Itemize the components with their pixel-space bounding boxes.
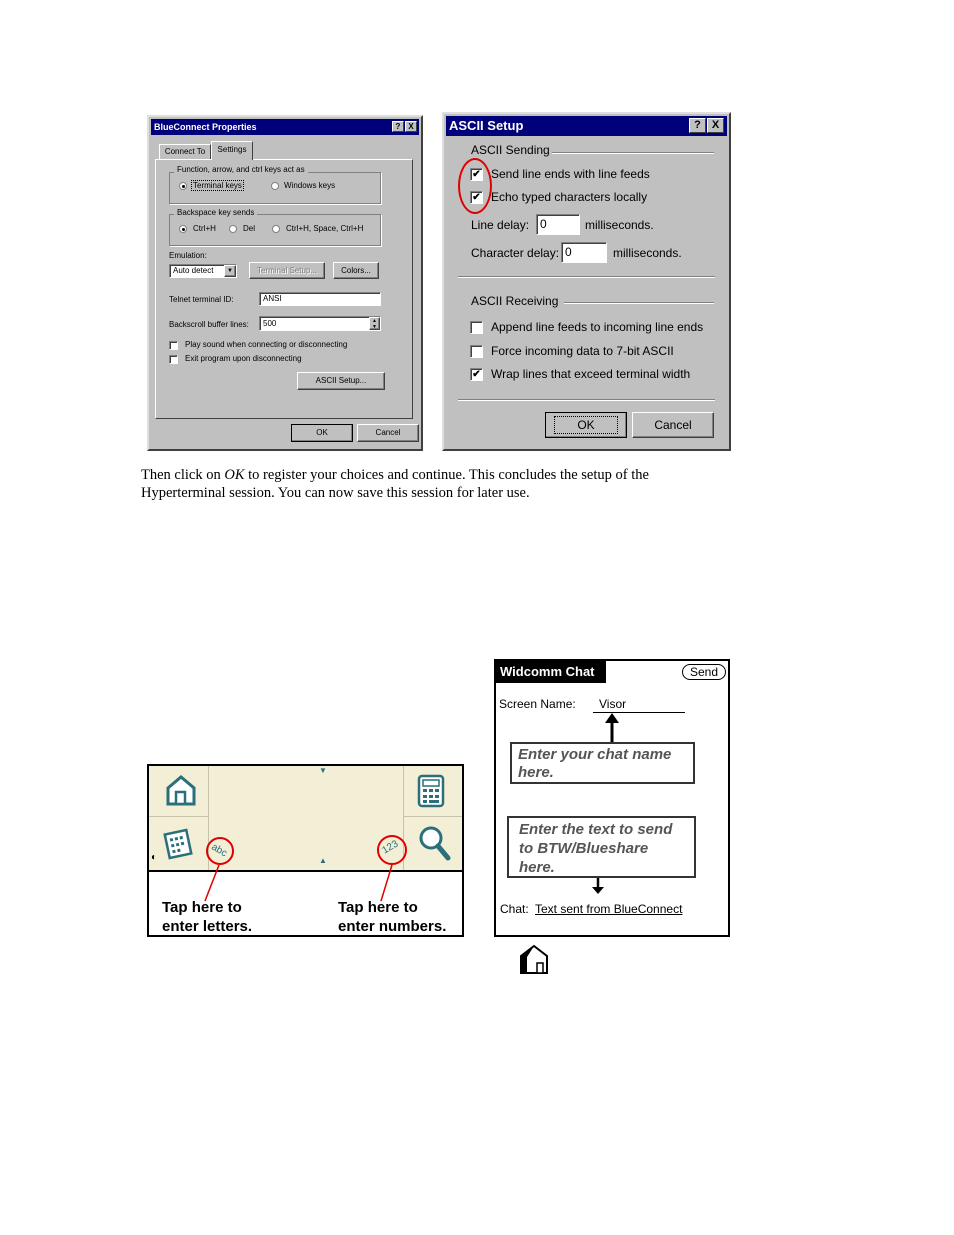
graffiti-area-figure bbox=[147, 764, 464, 937]
ok-button[interactable] bbox=[545, 412, 627, 438]
body-text-prefix: Then click on bbox=[141, 467, 225, 483]
ascii-sending-label: ASCII Sending bbox=[471, 143, 550, 157]
telnet-id-label: Telnet terminal ID: bbox=[169, 295, 234, 304]
tap-letters-line2: enter letters. bbox=[162, 918, 253, 935]
tab-connect-to[interactable]: Connect To bbox=[159, 144, 211, 159]
tab-settings[interactable]: Settings bbox=[211, 141, 253, 160]
screen-name-label: Screen Name: bbox=[499, 697, 576, 711]
exit-program-label[interactable]: Exit program upon disconnecting bbox=[185, 354, 302, 363]
char-delay-label: Character delay: bbox=[471, 246, 560, 260]
cancel-button[interactable]: Cancel bbox=[357, 424, 419, 442]
numbers-hint: 123 bbox=[380, 838, 401, 857]
bottom-divider bbox=[458, 399, 715, 401]
ok-emphasis: OK bbox=[224, 467, 245, 483]
arrow-up-icon bbox=[602, 713, 622, 743]
ok-button-label: OK bbox=[554, 416, 617, 434]
callout-line: here. bbox=[518, 764, 554, 781]
callout-line: here. bbox=[519, 859, 555, 876]
wrap-lines-checkbox[interactable]: ✔ bbox=[470, 368, 483, 381]
char-delay-unit: milliseconds. bbox=[613, 246, 682, 260]
append-line-feeds-checkbox[interactable] bbox=[470, 321, 483, 334]
backscroll-value: 500 bbox=[263, 319, 277, 328]
ascii-receiving-label: ASCII Receiving bbox=[471, 294, 559, 308]
ctrl-h-space-label[interactable]: Ctrl+H, Space, Ctrl+H bbox=[286, 224, 364, 233]
close-button[interactable]: X bbox=[405, 121, 417, 132]
ascii-title: ASCII Setup bbox=[449, 118, 524, 133]
line-delay-unit: milliseconds. bbox=[585, 218, 654, 232]
emulation-select[interactable] bbox=[169, 264, 237, 278]
emulation-value: Auto detect bbox=[173, 266, 214, 275]
echo-typed-checkbox[interactable]: ✔ bbox=[470, 191, 483, 204]
append-line-feeds-label[interactable]: Append line feeds to incoming line ends bbox=[491, 320, 704, 334]
backscroll-input[interactable] bbox=[259, 316, 381, 331]
play-sound-label[interactable]: Play sound when connecting or disconnecting bbox=[185, 340, 348, 349]
ctrl-h-label[interactable]: Ctrl+H bbox=[193, 224, 216, 233]
chat-name-callout bbox=[510, 742, 695, 784]
chevron-down-icon[interactable]: ▼ bbox=[224, 265, 236, 277]
function-keys-group-label: Function, arrow, and ctrl keys act as bbox=[174, 165, 308, 174]
ascii-setup-dialog bbox=[442, 112, 731, 451]
highlight-circle-annotation bbox=[458, 158, 492, 214]
callout-line: to BTW/Blueshare bbox=[519, 840, 649, 857]
dialog-titlebar bbox=[151, 119, 419, 135]
send-button-label: Send bbox=[689, 665, 719, 679]
telnet-id-input[interactable]: ANSI bbox=[259, 292, 381, 306]
help-button[interactable]: ? bbox=[689, 118, 706, 133]
arrow-down-icon bbox=[590, 878, 606, 896]
receiving-divider bbox=[564, 302, 714, 304]
widcomm-chat-figure bbox=[494, 659, 730, 937]
body-paragraph-line2: Hyperterminal session. You can now save this session for later use. bbox=[141, 485, 530, 501]
sending-divider bbox=[552, 152, 714, 154]
send-line-ends-label[interactable]: Send line ends with line feeds bbox=[491, 167, 650, 181]
force-7bit-label[interactable]: Force incoming data to 7-bit ASCII bbox=[491, 344, 674, 358]
home-icon[interactable] bbox=[517, 943, 555, 977]
chat-title: Widcomm Chat bbox=[500, 664, 595, 679]
send-button[interactable] bbox=[682, 664, 726, 680]
tap-numbers-line1: Tap here to bbox=[338, 899, 418, 916]
terminal-setup-button[interactable]: Terminal Setup... bbox=[249, 262, 325, 279]
backscroll-label: Backscroll buffer lines: bbox=[169, 320, 249, 329]
echo-typed-label[interactable]: Echo typed characters locally bbox=[491, 190, 648, 204]
section-divider bbox=[458, 276, 715, 278]
blueconnect-properties-dialog bbox=[147, 115, 423, 451]
tap-numbers-line2: enter numbers. bbox=[338, 918, 447, 935]
triangle-marker-icon: ▲ bbox=[319, 856, 327, 865]
ok-button[interactable]: OK bbox=[291, 424, 353, 442]
spinner-icon[interactable]: ▲ ▼ bbox=[369, 317, 380, 330]
contrast-icon[interactable]: ◐ bbox=[151, 852, 158, 863]
del-radio[interactable] bbox=[229, 225, 237, 233]
tap-letters-line1: Tap here to bbox=[162, 899, 242, 916]
backspace-group-label: Backspace key sends bbox=[174, 208, 257, 217]
body-text-suffix: to register your choices and continue. This concludes the setup of the bbox=[244, 467, 649, 483]
line-delay-input[interactable]: 0 bbox=[536, 214, 580, 235]
dialog-title: BlueConnect Properties bbox=[154, 122, 257, 132]
force-7bit-checkbox[interactable] bbox=[470, 345, 483, 358]
emulation-label: Emulation: bbox=[169, 251, 207, 260]
colors-button[interactable]: Colors... bbox=[333, 262, 379, 279]
screen-name-value: Visor bbox=[599, 697, 627, 711]
callout-line: Enter the text to send bbox=[519, 821, 673, 838]
body-paragraph-line1 bbox=[141, 467, 649, 484]
callout-line: Enter your chat name bbox=[518, 746, 672, 763]
ctrl-h-radio[interactable] bbox=[179, 225, 187, 233]
char-delay-input[interactable]: 0 bbox=[561, 242, 607, 263]
terminal-keys-label[interactable]: Terminal keys bbox=[193, 181, 242, 190]
chat-input[interactable]: Text sent from BlueConnect bbox=[535, 902, 683, 916]
screen-name-field[interactable] bbox=[593, 697, 685, 713]
ascii-titlebar bbox=[446, 116, 727, 136]
ctrl-h-space-radio[interactable] bbox=[272, 225, 280, 233]
send-line-ends-checkbox[interactable]: ✔ bbox=[470, 168, 483, 181]
wrap-lines-label[interactable]: Wrap lines that exceed terminal width bbox=[491, 367, 691, 381]
triangle-marker-icon: ▼ bbox=[319, 766, 327, 775]
letters-hint: abc bbox=[209, 841, 229, 860]
cancel-button[interactable]: Cancel bbox=[632, 412, 714, 438]
chat-text-callout bbox=[507, 816, 696, 878]
line-delay-label: Line delay: bbox=[471, 218, 530, 232]
play-sound-checkbox[interactable] bbox=[169, 341, 178, 350]
close-button[interactable]: X bbox=[707, 118, 724, 133]
ascii-setup-button[interactable]: ASCII Setup... bbox=[297, 372, 385, 390]
windows-keys-radio[interactable] bbox=[271, 182, 279, 190]
chat-titlebar bbox=[496, 661, 606, 683]
help-button[interactable]: ? bbox=[392, 121, 404, 132]
terminal-keys-radio[interactable] bbox=[179, 182, 187, 190]
exit-program-checkbox[interactable] bbox=[169, 355, 178, 364]
chat-label: Chat: bbox=[500, 902, 529, 916]
windows-keys-label[interactable]: Windows keys bbox=[284, 181, 336, 190]
del-label[interactable]: Del bbox=[243, 224, 256, 233]
